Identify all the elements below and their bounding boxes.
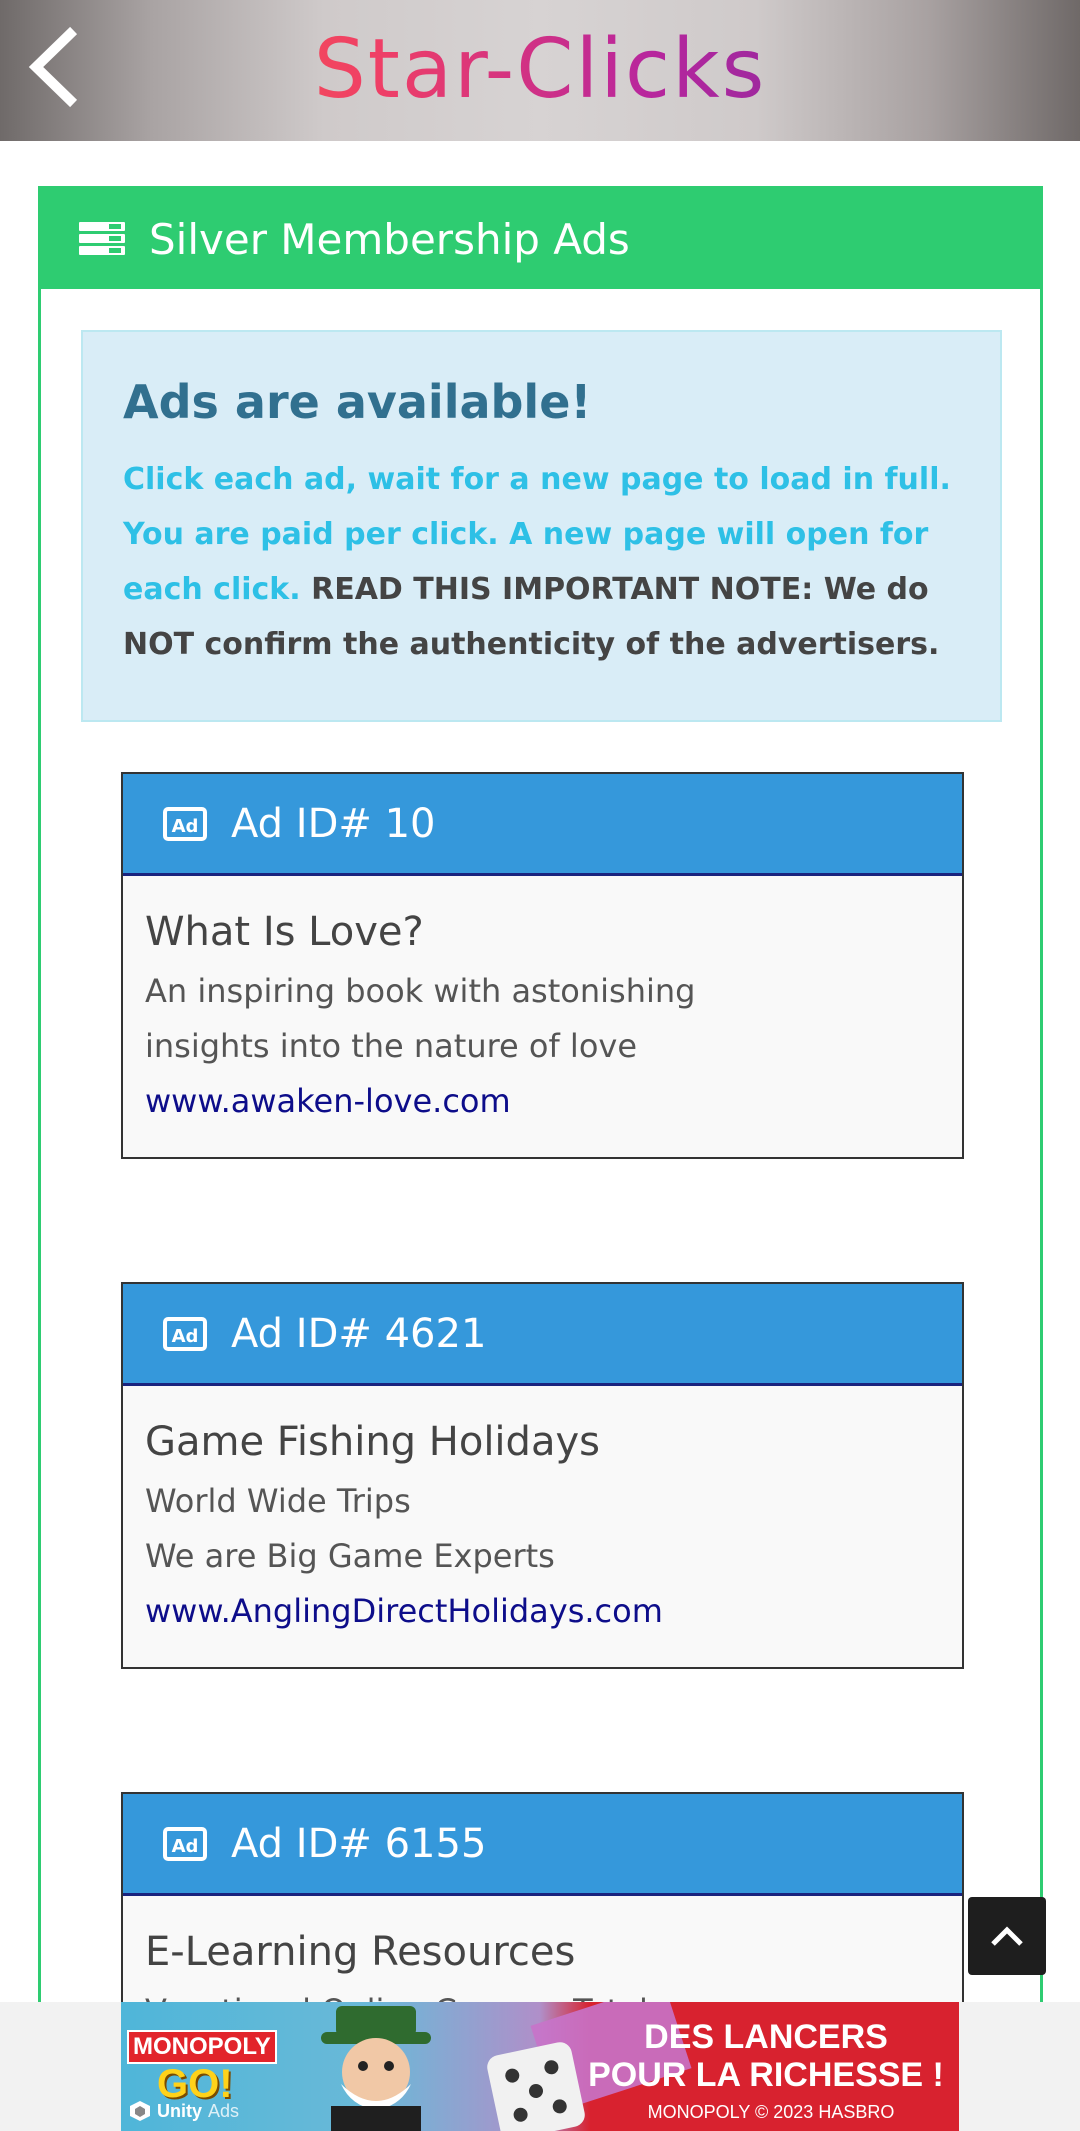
headline-line: POUR LA RICHESSE ! bbox=[588, 2056, 944, 2094]
ad-url-link[interactable]: www.awaken-love.com bbox=[145, 1082, 511, 1120]
mr-monopoly-mascot-icon bbox=[291, 2006, 471, 2131]
unity-ads-attribution bbox=[129, 2100, 239, 2122]
unity-cube-icon bbox=[129, 2100, 151, 2122]
ad-description-line: We are Big Game Experts bbox=[145, 1537, 555, 1575]
svg-text:Ad: Ad bbox=[171, 815, 199, 837]
alert-text bbox=[123, 452, 962, 672]
ad-id-label: Ad ID# 4621 bbox=[231, 1310, 487, 1357]
ad-banner-area bbox=[0, 2002, 1080, 2131]
ad-card[interactable] bbox=[121, 772, 964, 1159]
panel-title: Silver Membership Ads bbox=[149, 214, 630, 264]
membership-ads-panel bbox=[38, 186, 1043, 2131]
list-icon bbox=[79, 222, 125, 256]
alert-note: READ THIS IMPORTANT NOTE: We do NOT confirm the authenticity of the advertisers. bbox=[123, 572, 940, 662]
chevron-up-icon bbox=[987, 1922, 1027, 1950]
ads-available-alert bbox=[81, 330, 1002, 722]
ad-title[interactable]: What Is Love? bbox=[145, 909, 424, 955]
unity-label: Unity bbox=[157, 2100, 202, 2121]
scroll-to-top-button[interactable] bbox=[968, 1897, 1046, 1975]
monopoly-go-banner[interactable] bbox=[121, 2002, 959, 2131]
ad-description-line: insights into the nature of love bbox=[145, 1027, 638, 1065]
alert-instruction: Click each ad, wait for a new page to load in full. You are paid per click. A new page will open for each click. bbox=[123, 462, 951, 607]
app-header bbox=[0, 0, 1080, 141]
svg-text:Ad: Ad bbox=[171, 1325, 199, 1347]
ad-header bbox=[123, 1794, 962, 1896]
banner-copyright: MONOPOLY © 2023 HASBRO bbox=[647, 2102, 895, 2122]
panel-header bbox=[41, 189, 1040, 289]
banner-headline bbox=[581, 2018, 951, 2094]
ad-body bbox=[123, 876, 962, 1157]
ad-icon bbox=[163, 1827, 207, 1861]
headline-line: DES LANCERS bbox=[644, 2018, 888, 2056]
ad-header bbox=[123, 774, 962, 876]
ad-url-link[interactable]: www.AnglingDirectHolidays.com bbox=[145, 1592, 663, 1630]
ad-title[interactable]: Game Fishing Holidays bbox=[145, 1419, 600, 1465]
ads-label: Ads bbox=[208, 2100, 240, 2121]
ad-id-label: Ad ID# 6155 bbox=[231, 1820, 487, 1867]
ad-body bbox=[123, 1386, 962, 1667]
logo-text: MONOPOLY bbox=[127, 2030, 277, 2064]
logo-text-go: GO! bbox=[157, 2062, 233, 2106]
star-clicks-logo[interactable]: Star-Clicks bbox=[0, 20, 1080, 120]
ad-description-line: An inspiring book with astonishing bbox=[145, 972, 696, 1010]
svg-text:Ad: Ad bbox=[171, 1835, 199, 1857]
ad-icon bbox=[163, 1317, 207, 1351]
ad-header bbox=[123, 1284, 962, 1386]
ad-card[interactable] bbox=[121, 1282, 964, 1669]
ad-icon bbox=[163, 807, 207, 841]
alert-title: Ads are available! bbox=[123, 375, 592, 429]
ad-title[interactable]: E-Learning Resources bbox=[145, 1929, 576, 1975]
ad-id-label: Ad ID# 10 bbox=[231, 800, 436, 847]
dice-icon bbox=[485, 2040, 587, 2131]
ad-description-line: World Wide Trips bbox=[145, 1482, 411, 1520]
